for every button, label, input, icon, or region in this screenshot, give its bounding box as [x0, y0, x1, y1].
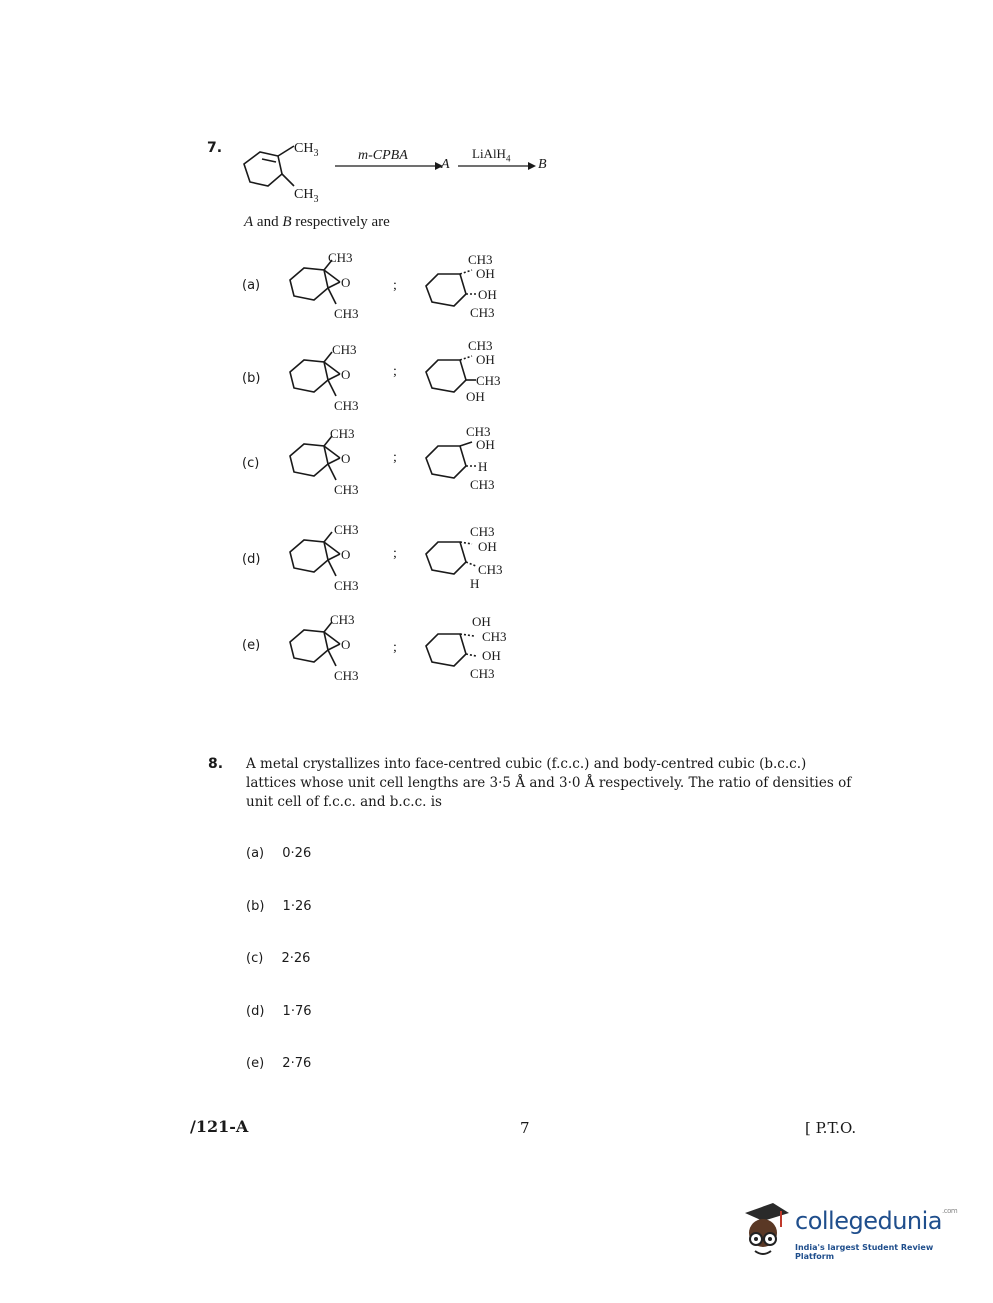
- q7-option-b-separator: ;: [393, 364, 397, 379]
- epoxide-oxygen: O: [341, 275, 351, 290]
- q8-option-b[interactable]: [246, 899, 312, 914]
- diol-line-2: CH3: [482, 629, 507, 644]
- question-8-number: 8.: [208, 756, 224, 772]
- q7-option-b-label[interactable]: (b): [242, 371, 261, 386]
- q7-option-d-label[interactable]: (d): [242, 552, 261, 567]
- question-8-line-2: lattices whose unit cell lengths are 3·5 Å and 3·0 Å respectively. The ratio of densities of: [246, 775, 852, 791]
- diol-line-2: OH: [478, 539, 497, 554]
- q7-option-d-epoxide: [282, 520, 382, 598]
- diol-line-4: CH3: [470, 666, 495, 681]
- mascot-logo-icon: [735, 1199, 791, 1261]
- q7-option-e-separator: ;: [393, 640, 397, 655]
- epoxide-oxygen: O: [341, 451, 351, 466]
- epoxide-oxygen: O: [341, 367, 351, 382]
- q8-option-d-label: (d): [246, 1004, 265, 1019]
- epoxide-ch3-top: CH3: [334, 522, 359, 537]
- diol-line-4: CH3: [470, 477, 495, 492]
- reactant-ch3-bottom: $CH_3$: [294, 187, 319, 205]
- diol-line-1: CH3: [468, 338, 493, 353]
- arrow-1: [335, 158, 445, 172]
- q8-option-a-label: (a): [246, 846, 265, 861]
- diol-line-3: OH: [478, 287, 497, 302]
- q7-option-d-diol: [420, 518, 520, 596]
- q8-option-c-label: (c): [246, 951, 264, 966]
- diol-line-1: CH3: [468, 252, 493, 267]
- epoxide-ch3-top: CH3: [330, 612, 355, 627]
- arrow-2: [458, 158, 538, 172]
- collegedunia-watermark: [735, 1195, 975, 1265]
- diol-line-2: OH: [476, 266, 495, 281]
- q7-option-c-epoxide: [282, 424, 382, 502]
- diol-line-4: CH3: [470, 305, 495, 320]
- brand-tagline: India's largest Student Review Platform: [795, 1243, 934, 1261]
- product-a-label: A: [441, 157, 450, 172]
- epoxide-oxygen: O: [341, 547, 351, 562]
- q7-option-c-separator: ;: [393, 450, 397, 465]
- question-7-number: 7.: [207, 140, 223, 156]
- q8-option-a[interactable]: [246, 846, 311, 861]
- epoxide-ch3-bottom: CH3: [334, 398, 359, 413]
- q7-option-e-diol: [420, 610, 520, 688]
- diol-line-3: H: [478, 459, 488, 474]
- epoxide-ch3-top: CH3: [328, 250, 353, 265]
- q8-option-e-value: 2·76: [282, 1056, 312, 1071]
- q7-option-a-separator: ;: [393, 278, 397, 293]
- diol-line-3: OH: [482, 648, 501, 663]
- paper-code: /121-A: [190, 1117, 249, 1136]
- epoxide-ch3-top: CH3: [330, 426, 355, 441]
- diol-line-2: OH: [476, 352, 495, 367]
- q8-option-c-value: 2·26: [281, 951, 311, 966]
- q8-option-c[interactable]: [246, 951, 310, 966]
- diol-line-1: CH3: [466, 424, 491, 439]
- page-number: 7: [520, 1119, 530, 1137]
- q7-option-d-separator: ;: [393, 546, 397, 561]
- question-7-stem: A and B respectively are: [244, 214, 390, 230]
- q8-option-e[interactable]: [246, 1056, 311, 1071]
- q7-option-e-epoxide: [282, 610, 382, 688]
- q8-option-b-value: 1·26: [282, 899, 312, 914]
- brand-name: collegedunia$^{.com}$: [795, 1207, 958, 1235]
- q8-option-d[interactable]: [246, 1004, 312, 1019]
- epoxide-ch3-bottom: CH3: [334, 306, 359, 321]
- q8-option-e-label: (e): [246, 1056, 265, 1071]
- q8-option-d-value: 1·76: [282, 1004, 312, 1019]
- q7-option-b-epoxide: [282, 340, 382, 418]
- q7-option-c-label[interactable]: (c): [242, 456, 260, 471]
- reactant-structure: [232, 132, 342, 207]
- q7-option-c-diol: [420, 422, 520, 497]
- q8-option-a-value: 0·26: [282, 846, 312, 861]
- reagent-lialh4: LiAlH$_4$: [472, 146, 511, 164]
- diol-line-3: CH3: [476, 373, 501, 388]
- diol-line-4: OH: [466, 389, 485, 404]
- reagent-mcpba: m-CPBA: [358, 148, 408, 163]
- epoxide-ch3-bottom: CH3: [334, 668, 359, 683]
- q7-option-b-diol: [420, 336, 520, 411]
- question-8-text: [246, 755, 866, 812]
- epoxide-oxygen: O: [341, 637, 351, 652]
- question-8-line-1: A metal crystallizes into face-centred cubic (f.c.c.) and body-centred cubic (b.c.c.): [246, 756, 807, 772]
- q7-option-a-label[interactable]: (a): [242, 278, 261, 293]
- diol-line-1: OH: [472, 614, 491, 629]
- diol-line-2: OH: [476, 437, 495, 452]
- q7-option-a-epoxide: [282, 248, 382, 326]
- diol-line-4: H: [470, 576, 480, 591]
- q7-option-e-label[interactable]: (e): [242, 638, 261, 653]
- diol-line-3: CH3: [478, 562, 503, 577]
- q8-option-b-label: (b): [246, 899, 265, 914]
- reactant-ch3-top: $CH_3$: [294, 141, 319, 159]
- q7-option-a-diol: [420, 250, 520, 325]
- epoxide-ch3-bottom: CH3: [334, 578, 359, 593]
- product-b-label: B: [538, 157, 547, 172]
- epoxide-ch3-bottom: CH3: [334, 482, 359, 497]
- epoxide-ch3-top: CH3: [332, 342, 357, 357]
- pto-marker: [ P.T.O.: [805, 1119, 857, 1137]
- diol-line-1: CH3: [470, 524, 495, 539]
- question-8-line-3: unit cell of f.c.c. and b.c.c. is: [246, 794, 442, 810]
